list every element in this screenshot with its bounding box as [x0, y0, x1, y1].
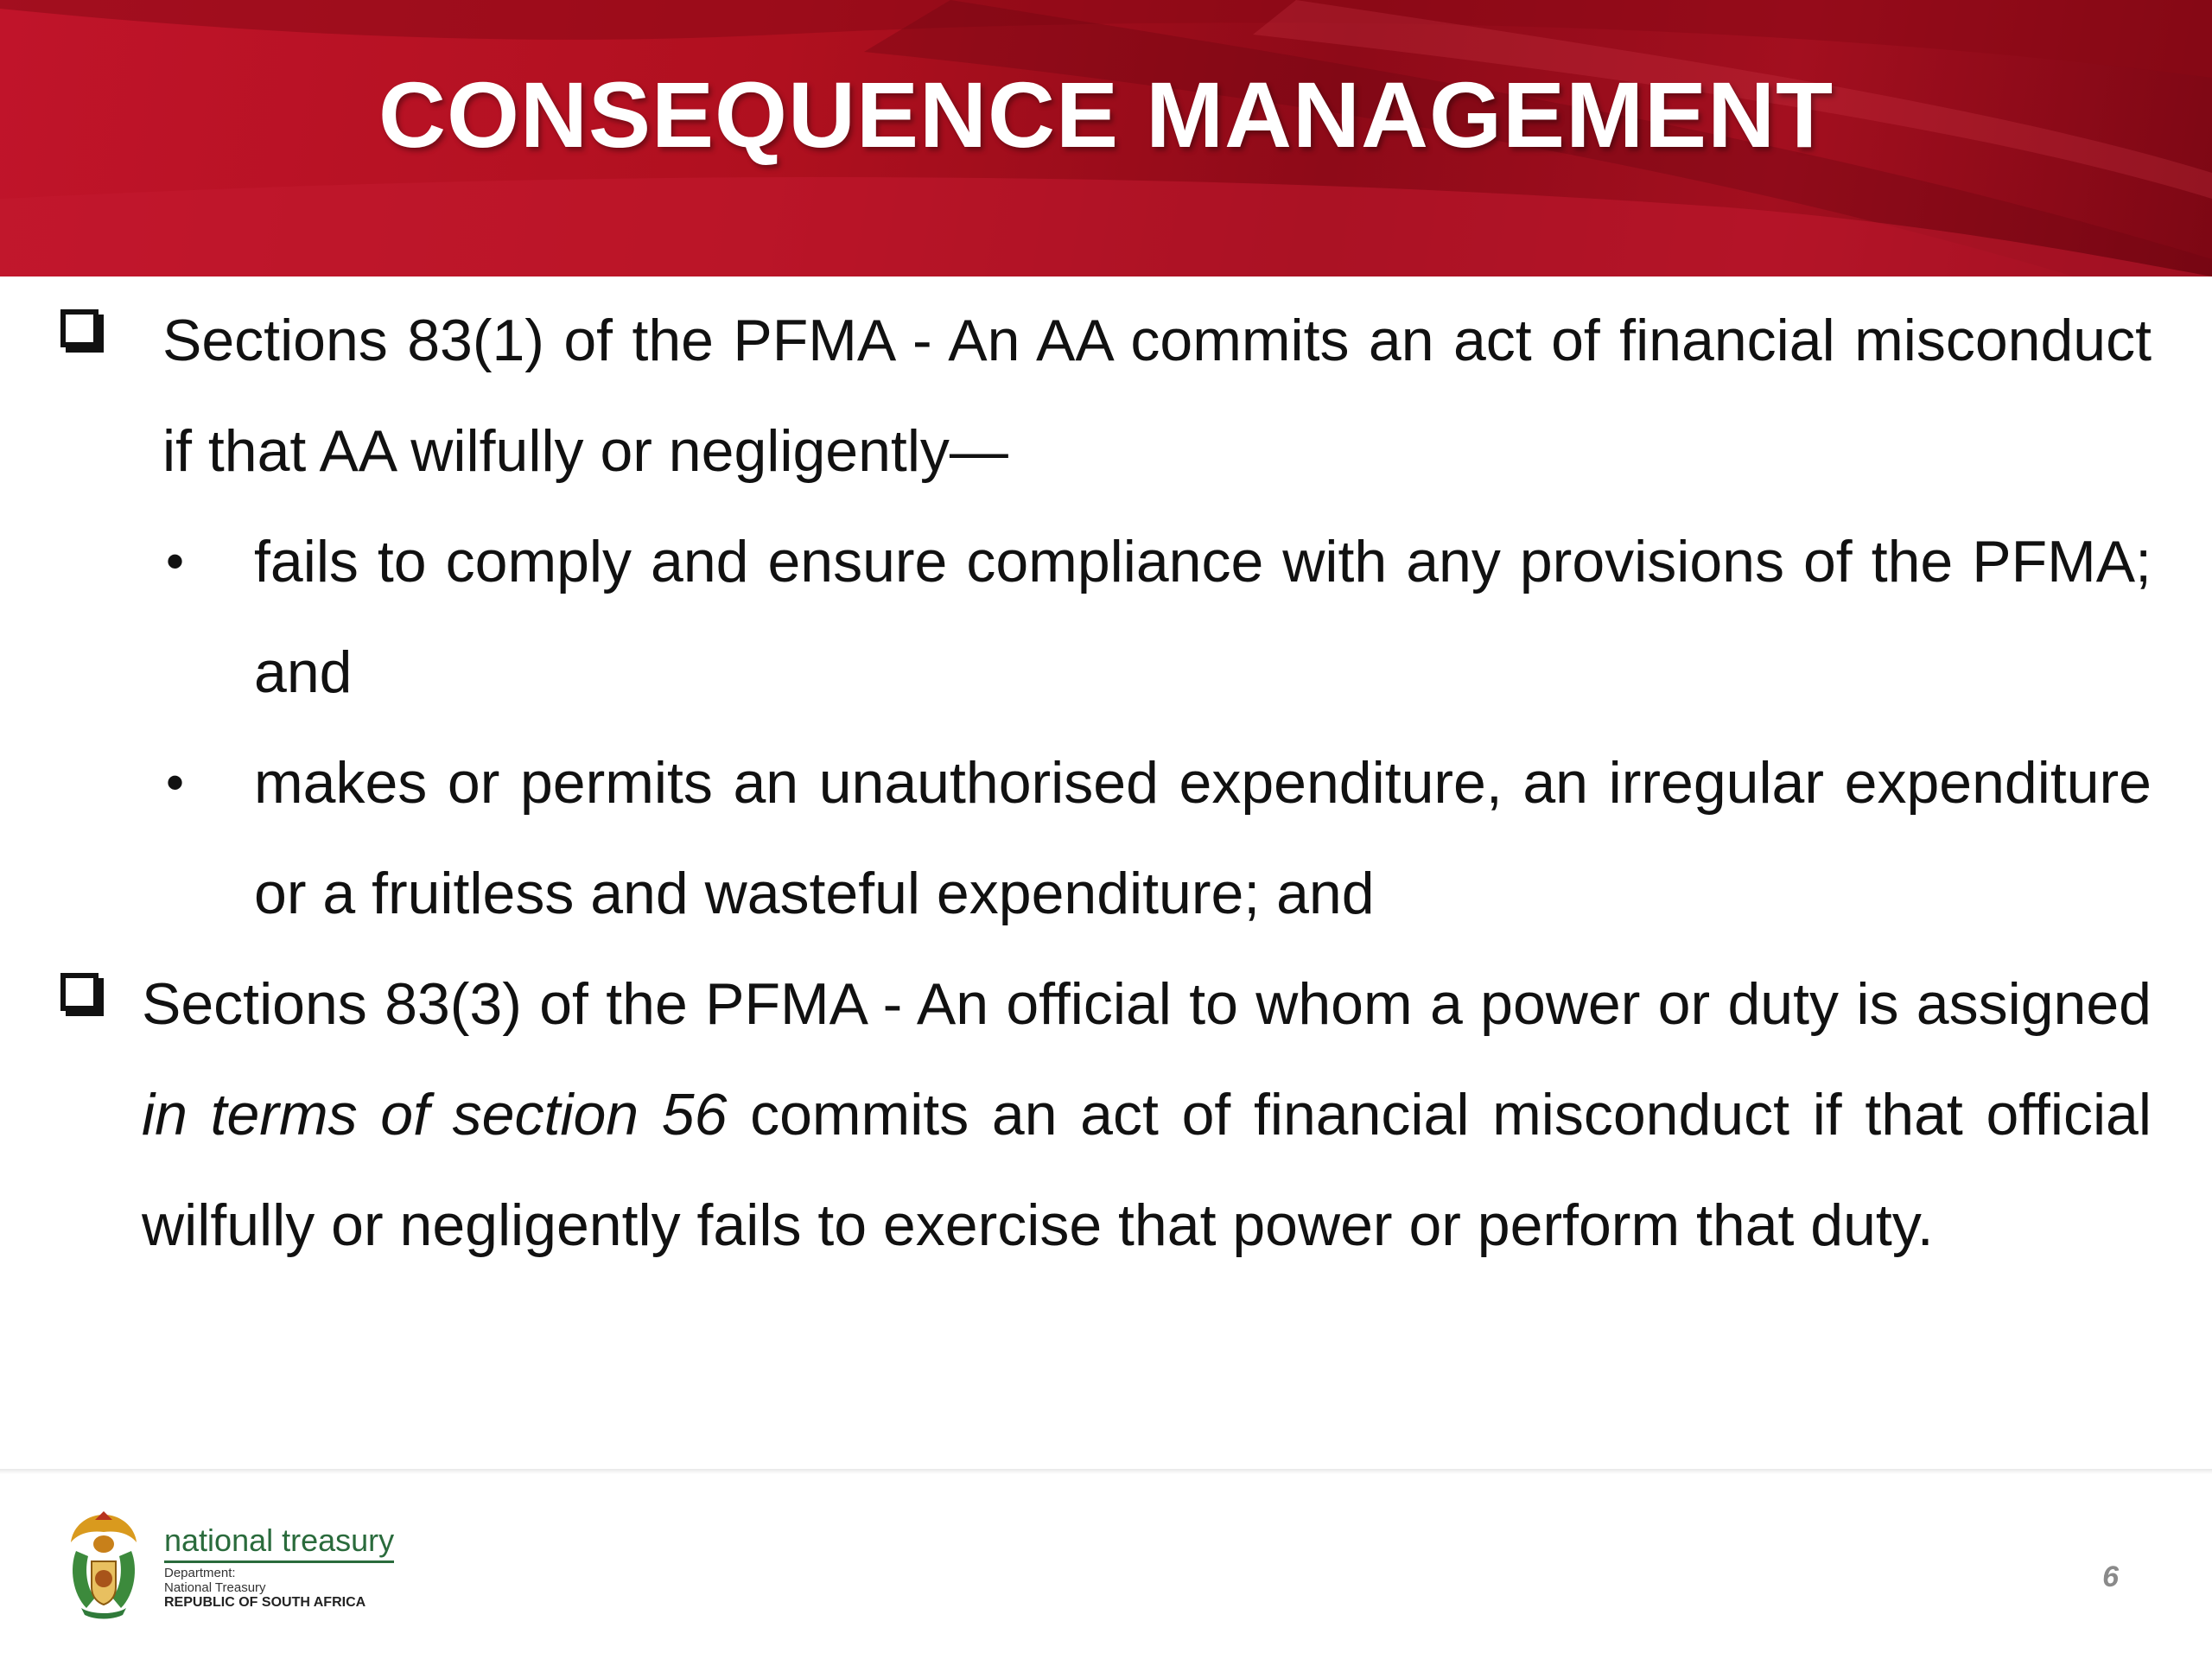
slide-title: CONSEQUENCE MANAGEMENT [378, 62, 1834, 167]
checkbox-bullet-icon [60, 309, 99, 347]
checkbox-bullet-icon [60, 973, 99, 1011]
coat-of-arms-logo [60, 1508, 147, 1620]
list-item-section-83-3 [60, 949, 2152, 1281]
dept-line-1: Department: [164, 1566, 236, 1580]
sub-list-item [60, 728, 2152, 949]
department-label [164, 1566, 365, 1610]
sub-item-text: fails to comply and ensure compliance with any provisions of the PFMA; and [254, 529, 2152, 705]
sub-list-item [60, 506, 2152, 728]
item-text [142, 949, 2152, 1281]
item-text-before: Sections 83(3) of the PFMA - An official to whom a power or duty is assigned [142, 971, 2152, 1037]
header-banner [0, 0, 2212, 276]
bullet-icon: • [166, 753, 185, 811]
list-item-section-83-1 [60, 285, 2152, 506]
bullet-icon: • [166, 532, 185, 590]
dept-line-3: REPUBLIC OF SOUTH AFRICA [164, 1595, 366, 1610]
brand-name: national treasury [164, 1522, 394, 1563]
footer-divider [0, 1469, 2212, 1474]
page-number: 6 [2102, 1560, 2119, 1593]
dept-line-2: National Treasury [164, 1580, 266, 1595]
sub-item-text: makes or permits an unauthorised expenditure, an irregular expenditure or a fruitless and wasteful expenditure; and [254, 750, 2152, 926]
item-text: Sections 83(1) of the PFMA - An AA commits an act of financial misconduct if that AA wilfully or negligently— [162, 308, 2152, 484]
item-text-italic: in terms of section 56 [142, 1082, 728, 1147]
slide-content [60, 285, 2152, 1281]
item-text-after: commits an act of financial misconduct if that official wilfully or negligently fails to exercise that power or perform that duty. [142, 1082, 2152, 1258]
